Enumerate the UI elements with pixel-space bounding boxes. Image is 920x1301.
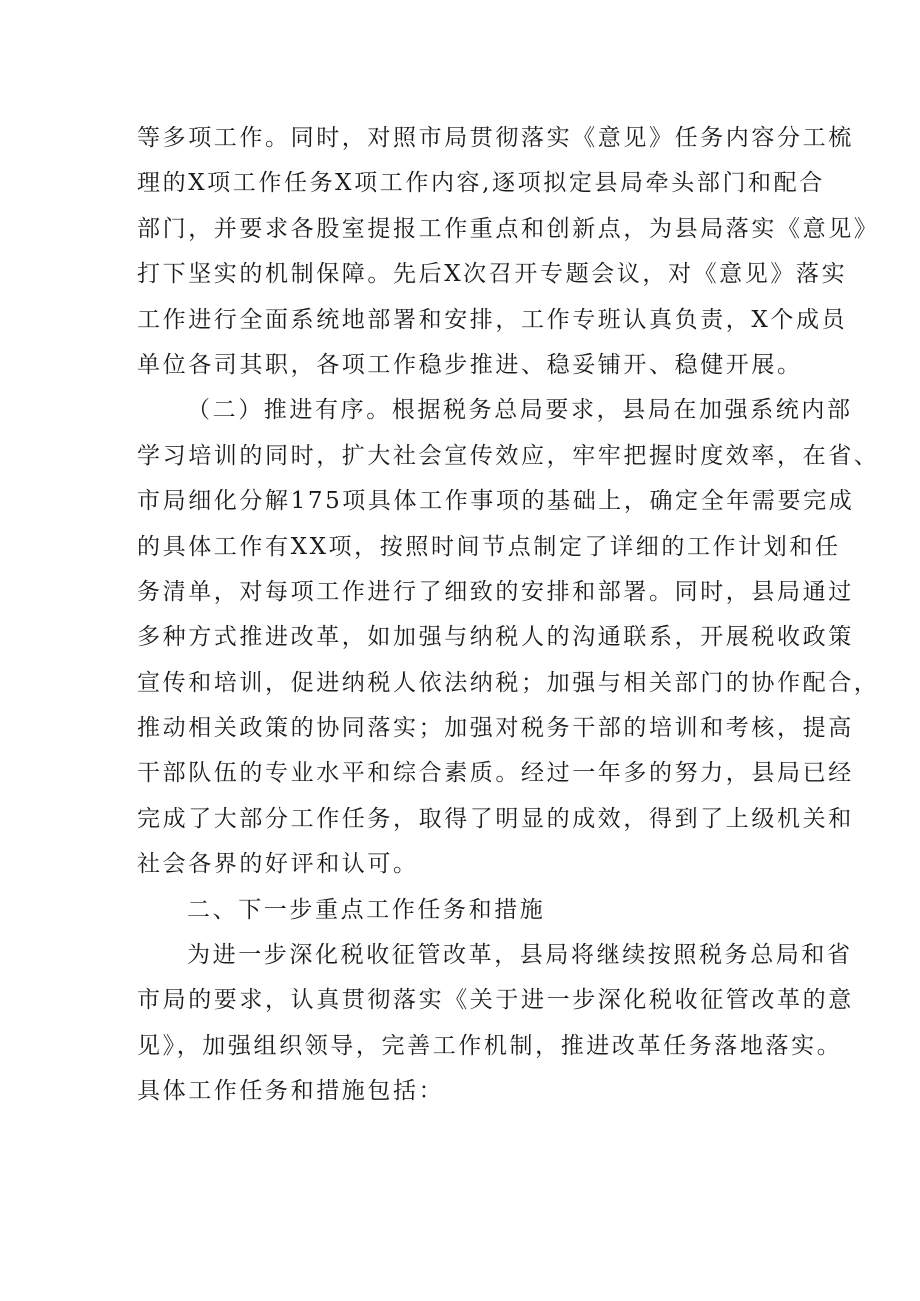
text-line: 市局细化分解175项具体工作事项的基础上，确定全年需要完成 <box>137 488 855 515</box>
text-line: 社会各界的好评和认可。 <box>137 851 419 878</box>
paragraph-start-line: 为进一步深化税收征管改革，县局将继续按照税务总局和省 <box>187 942 853 969</box>
section-heading: 二、下一步重点工作任务和措施 <box>187 896 546 923</box>
text-line: 务清单，对每项工作进行了细致的安排和部署。同时，县局通过 <box>137 578 854 605</box>
document-body <box>137 116 880 1115</box>
text-line: 的具体工作有XX项，按照时间节点制定了详细的工作计划和任 <box>137 533 841 560</box>
text-line: 打下坚实的机制保障。先后X次召开专题会议，对《意见》落实 <box>137 261 848 288</box>
text-line: 宣传和培训，促进纳税人依法纳税；加强与相关部门的协作配合， <box>137 669 880 696</box>
text-line: 单位各司其职，各项工作稳步推进、稳妥铺开、稳健开展。 <box>137 351 803 378</box>
text-line: 部门，并要求各股室提报工作重点和创新点，为县局落实《意见》 <box>137 215 880 242</box>
text-line: 完成了大部分工作任务，取得了明显的成效，得到了上级机关和 <box>137 805 854 832</box>
text-line: 工作进行全面系统地部署和安排，工作专班认真负责，X个成员 <box>137 306 848 333</box>
text-line: 理的X项工作任务X项工作内容,逐项拟定县局牵头部门和配合 <box>137 170 825 197</box>
text-line: 推动相关政策的协同落实；加强对税务干部的培训和考核，提高 <box>137 715 854 742</box>
paragraph-start-line: （二）推进有序。根据税务总局要求，县局在加强系统内部 <box>187 397 853 424</box>
text-line: 多种方式推进改革，如加强与纳税人的沟通联系，开展税收政策 <box>137 624 854 651</box>
text-line: 学习培训的同时，扩大社会宣传效应，牢牢把握时度效率，在省、 <box>137 442 880 469</box>
text-line: 见》，加强组织领导，完善工作机制，推进改革任务落地落实。 <box>137 1032 843 1059</box>
text-line: 具体工作任务和措施包括： <box>137 1078 445 1105</box>
text-line: 干部队伍的专业水平和综合素质。经过一年多的努力，县局已经 <box>137 760 854 787</box>
text-line: 市局的要求，认真贯彻落实《关于进一步深化税收征管改革的意 <box>137 987 854 1014</box>
text-line: 等多项工作。同时，对照市局贯彻落实《意见》任务内容分工梳 <box>137 125 854 151</box>
